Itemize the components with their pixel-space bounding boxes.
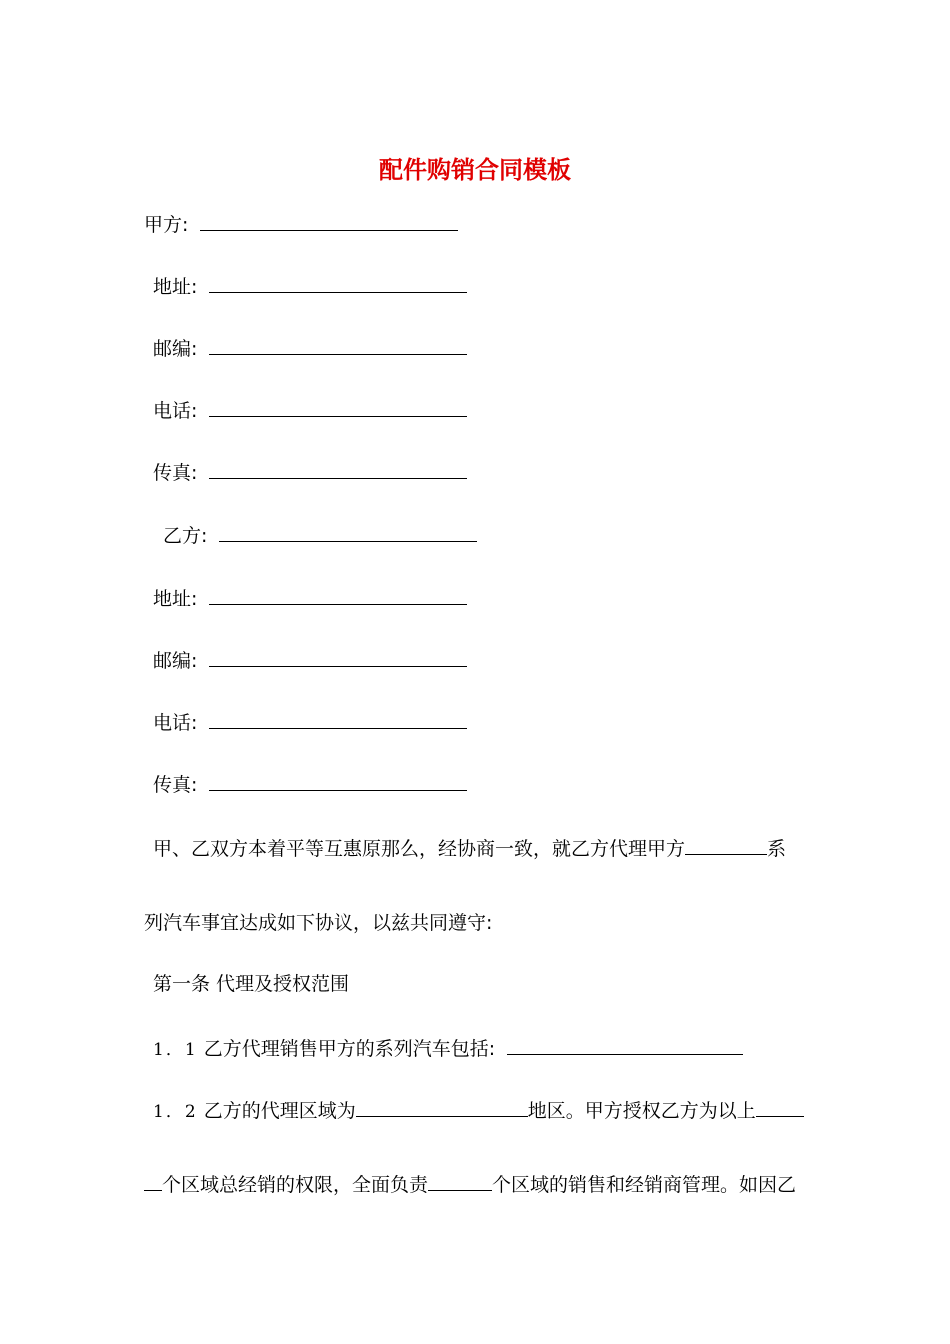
party-a-blank[interactable] [200, 212, 458, 231]
clause-1-2-number: 1．2 [153, 1102, 198, 1122]
clause-1-2-line-2-b: 个区域的销售和经销商管理。如因乙 [492, 1174, 797, 1196]
party-a-address-blank[interactable] [209, 274, 467, 293]
party-b-fax-row [153, 772, 467, 797]
clause-1-2 [153, 1098, 804, 1124]
party-b-label: 乙方: [163, 525, 208, 547]
clause-1-2-text-b: 地区。甲方授权乙方为以上 [527, 1100, 756, 1122]
clause-1-2-line-2-a: 个区域总经销的权限，全面负责 [162, 1174, 429, 1196]
party-b-postcode-label: 邮编: [153, 650, 198, 672]
party-b-fax-label: 传真: [153, 774, 198, 796]
party-b-phone-row [153, 710, 467, 735]
intro-line-1-end: 系 [767, 838, 787, 860]
party-a-phone-label: 电话: [153, 400, 198, 422]
party-b-postcode-row [153, 648, 467, 673]
party-b-address-row [153, 586, 467, 611]
clause-1-2-text-a: 乙方的代理区域为 [203, 1100, 356, 1122]
party-b-postcode-blank[interactable] [209, 648, 467, 667]
party-a-fax-row [153, 460, 467, 485]
authority-blank-end[interactable] [144, 1172, 162, 1191]
party-b-address-label: 地址: [153, 588, 198, 610]
party-a-postcode-blank[interactable] [209, 336, 467, 355]
party-a-postcode-label: 邮编: [153, 338, 198, 360]
region-blank[interactable] [356, 1098, 528, 1117]
party-a-address-label: 地址: [153, 276, 198, 298]
party-b-row [163, 523, 477, 548]
authority-blank-start[interactable] [756, 1098, 804, 1117]
party-a-row [144, 212, 458, 237]
party-a-address-row [153, 274, 467, 299]
article-1-heading: 第一条 代理及授权范围 [153, 973, 350, 995]
party-a-fax-label: 传真: [153, 462, 198, 484]
responsibility-blank[interactable] [428, 1172, 492, 1191]
party-b-fax-blank[interactable] [209, 772, 467, 791]
party-a-fax-blank[interactable] [209, 460, 467, 479]
party-b-blank[interactable] [219, 523, 477, 542]
party-b-address-blank[interactable] [209, 586, 467, 605]
party-a-phone-blank[interactable] [209, 398, 467, 417]
party-a-label: 甲方: [144, 214, 189, 236]
page-title: 配件购销合同模板 [379, 156, 571, 184]
clause-1-1 [153, 1036, 743, 1062]
intro-line-1-text: 甲、乙双方本着平等互惠原那么，经协商一致，就乙方代理甲方 [153, 838, 686, 860]
intro-line-1 [153, 836, 786, 861]
clause-1-1-blank[interactable] [507, 1036, 743, 1055]
party-b-phone-label: 电话: [153, 712, 198, 734]
clause-1-1-text: 乙方代理销售甲方的系列汽车包括: [203, 1038, 496, 1060]
party-b-phone-blank[interactable] [209, 710, 467, 729]
series-blank[interactable] [685, 836, 767, 855]
clause-1-1-number: 1．1 [153, 1040, 198, 1060]
intro-line-2: 列汽车事宜达成如下协议，以兹共同遵守: [144, 912, 493, 934]
party-a-postcode-row [153, 336, 467, 361]
clause-1-2-line-2 [144, 1172, 796, 1197]
party-a-phone-row [153, 398, 467, 423]
